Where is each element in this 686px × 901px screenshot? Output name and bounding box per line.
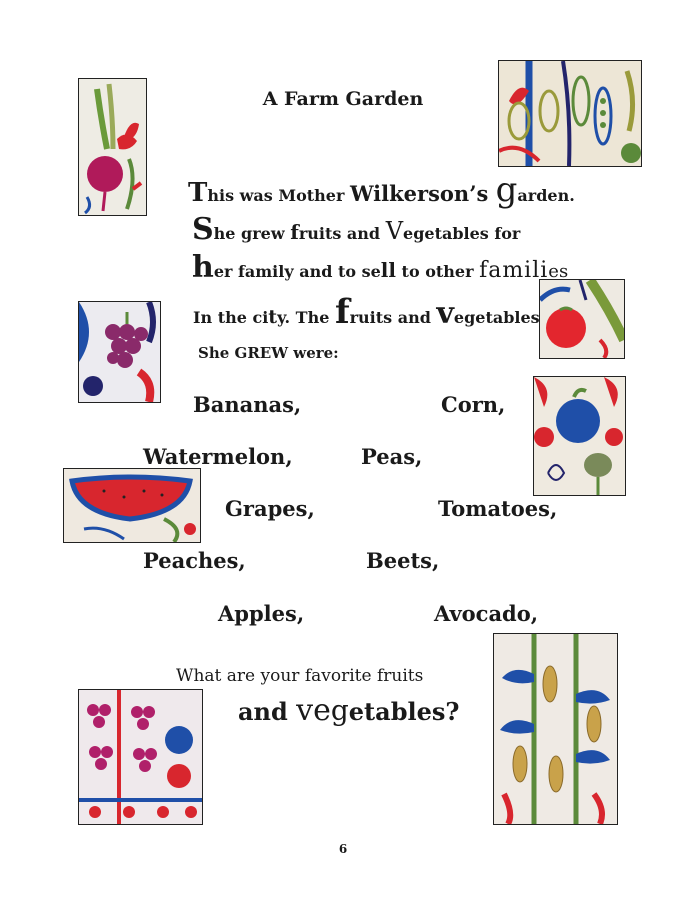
text-line-2-f: f bbox=[290, 220, 299, 244]
text-line-2-part-c: egetables for bbox=[403, 224, 521, 243]
text-line-4 bbox=[193, 292, 540, 332]
item-beets: Beets, bbox=[366, 548, 440, 573]
text-line-3 bbox=[192, 250, 568, 285]
wheat-peas-illustration bbox=[498, 60, 642, 167]
text-line-4-v: v bbox=[436, 296, 454, 331]
text-line-1-name: Wilkerson’s bbox=[349, 181, 496, 206]
text-line-5-text: She GREW were: bbox=[198, 344, 339, 362]
text-line-3-part-b: to other bbox=[395, 262, 480, 281]
item-bananas: Bananas, bbox=[193, 392, 302, 417]
text-line-3-famili: famili bbox=[479, 258, 549, 283]
tomato-illustration bbox=[539, 279, 625, 359]
text-line-4-f: f bbox=[334, 292, 350, 332]
text-line-2-v: V bbox=[385, 217, 404, 245]
question-line-2 bbox=[238, 693, 459, 728]
question-ve: ve bbox=[296, 693, 331, 728]
text-line-4-part-c: ruits and bbox=[349, 308, 437, 327]
text-line-1-part-a: his was Mother bbox=[207, 186, 350, 205]
item-peas: Peas, bbox=[361, 444, 423, 469]
text-line-2-part-b: ruits and bbox=[298, 224, 386, 243]
question-and: and bbox=[238, 697, 297, 726]
text-line-3-ll: ll bbox=[380, 258, 396, 282]
text-line-1-initial: T bbox=[188, 178, 208, 208]
text-line-2-part-a: he grew bbox=[213, 224, 291, 243]
text-line-2 bbox=[192, 212, 520, 247]
text-line-4-part-b: y. The bbox=[277, 308, 335, 327]
text-line-4-part-a: In the ci bbox=[193, 308, 269, 327]
text-line-1-part-b: arden. bbox=[517, 186, 575, 205]
text-line-3-initial: h bbox=[192, 250, 214, 285]
item-apples: Apples, bbox=[218, 601, 305, 626]
text-line-4-part-d: egetables bbox=[453, 308, 540, 327]
grapes-illustration bbox=[78, 301, 161, 403]
item-corn: Corn, bbox=[441, 392, 506, 417]
grapes-garden-illustration bbox=[78, 689, 203, 825]
plum-artichoke-illustration bbox=[533, 376, 626, 496]
question-etables: etables bbox=[348, 697, 446, 726]
corn-illustration bbox=[493, 633, 618, 825]
text-line-2-initial: S bbox=[192, 212, 214, 247]
page-number: 6 bbox=[338, 842, 348, 856]
item-peaches: Peaches, bbox=[143, 548, 246, 573]
item-watermelon: Watermelon, bbox=[143, 444, 293, 469]
page-title: A Farm Garden bbox=[262, 88, 424, 110]
question-g: g bbox=[330, 694, 349, 727]
item-grapes: Grapes, bbox=[225, 496, 315, 521]
watermelon-illustration bbox=[63, 468, 201, 543]
item-avocado: Avocado, bbox=[434, 601, 539, 626]
text-line-5 bbox=[198, 344, 339, 362]
text-line-1 bbox=[188, 170, 575, 210]
text-line-3-part-a: er family and to se bbox=[213, 262, 381, 281]
question-line-1: What are your favorite fruits bbox=[176, 666, 424, 686]
question-mark: ? bbox=[445, 697, 460, 726]
text-line-3-es: es bbox=[548, 261, 569, 282]
text-line-1-g: g bbox=[495, 170, 518, 210]
item-tomatoes: Tomatoes, bbox=[438, 496, 558, 521]
text-line-4-t: t bbox=[268, 306, 278, 328]
